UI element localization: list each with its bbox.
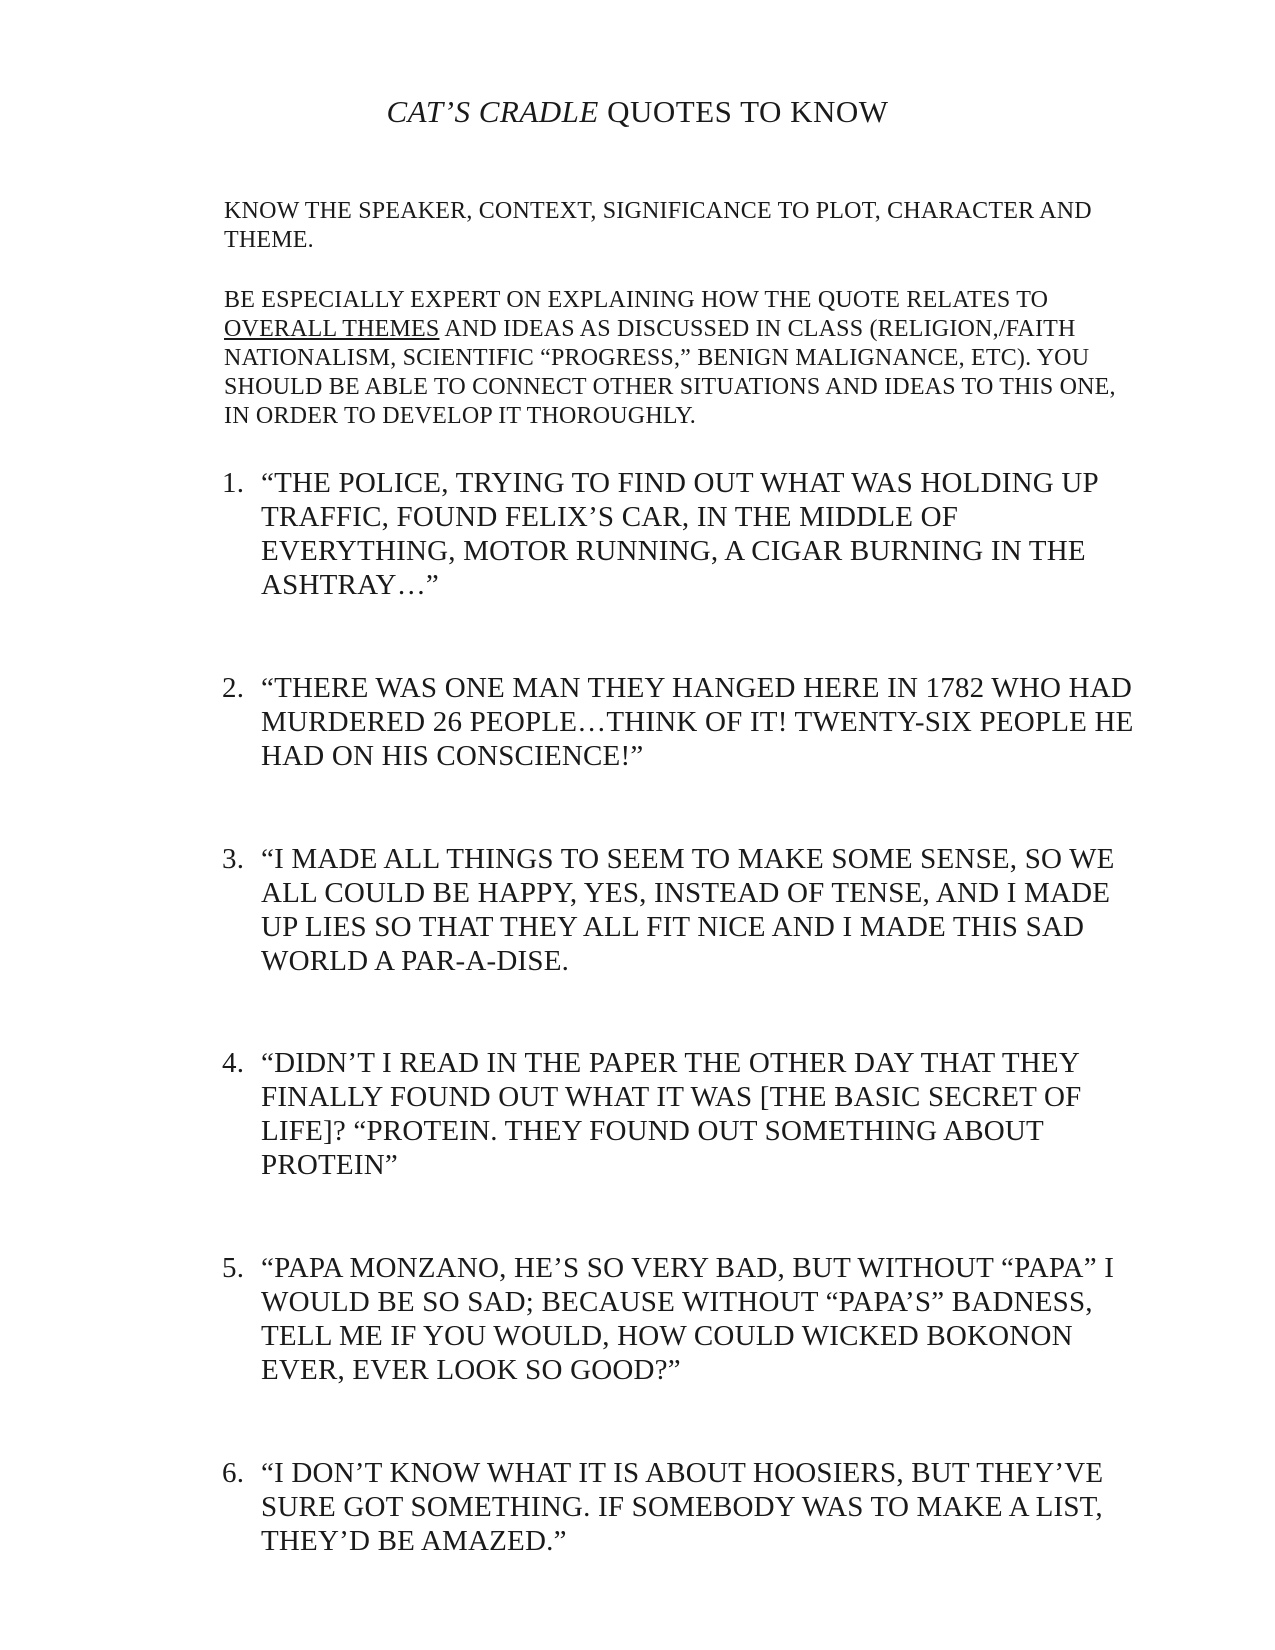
- quote-item: [222, 1456, 1142, 1558]
- quote-text: “I MADE ALL THINGS TO SEEM TO MAKE SOME SENSE, SO WE ALL COULD BE HAPPY, YES, INSTEAD OF TENSE, AND I MADE UP LIES SO THAT THEY ALL FIT NICE AND I MADE THIS SAD WORLD A PAR-A-DISE.: [261, 843, 1115, 977]
- quote-text: “THE POLICE, TRYING TO FIND OUT WHAT WAS HOLDING UP TRAFFIC, FOUND FELIX’S CAR, IN THE MIDDLE OF EVERYTHING, MOTOR RUNNING, A CIGAR BURNING IN THE ASHTRAY…”: [261, 467, 1098, 601]
- title-rest: QUOTES TO KNOW: [598, 94, 889, 129]
- intro-paragraph-2-suffix: AND IDEAS AS DISCUSSED IN CLASS (RELIGION,/FAITH NATIONALISM, SCIENTIFIC “PROGRESS,” BENIGN MALIGNANCE, ETC). YOU SHOULD BE ABLE TO CONNECT OTHER SITUATIONS AND IDEAS TO THIS ONE, IN ORDER TO DEVELOP IT THOROUGHLY.: [224, 316, 1116, 429]
- quote-number: 4.: [222, 1047, 245, 1079]
- quote-item: [222, 466, 1142, 602]
- quote-item: [222, 1251, 1142, 1387]
- quote-number: 3.: [222, 843, 245, 875]
- intro-overall-themes: OVERALL THEMES: [224, 316, 440, 342]
- quote-number: 1.: [222, 467, 245, 499]
- quote-text: “THERE WAS ONE MAN THEY HANGED HERE IN 1782 WHO HAD MURDERED 26 PEOPLE…THINK OF IT! TWENTY-SIX PEOPLE HE HAD ON HIS CONSCIENCE!”: [261, 672, 1134, 772]
- quote-item: [222, 1046, 1142, 1182]
- intro-paragraph-2-prefix: BE ESPECIALLY EXPERT ON EXPLAINING HOW THE QUOTE RELATES TO: [224, 287, 1049, 313]
- quote-number: 5.: [222, 1252, 245, 1284]
- quote-number: 2.: [222, 672, 245, 704]
- intro-paragraph-2: [224, 286, 1124, 431]
- quote-text: “DIDN’T I READ IN THE PAPER THE OTHER DAY THAT THEY FINALLY FOUND OUT WHAT IT WAS [THE BASIC SECRET OF LIFE]? “PROTEIN. THEY FOUND OUT SOMETHING ABOUT PROTEIN”: [261, 1047, 1082, 1181]
- quote-number: 6.: [222, 1457, 245, 1489]
- quote-text: “I DON’T KNOW WHAT IT IS ABOUT HOOSIERS, BUT THEY’VE SURE GOT SOMETHING. IF SOMEBODY WAS TO MAKE A LIST, THEY’D BE AMAZED.”: [261, 1457, 1104, 1557]
- intro-paragraph-1: KNOW THE SPEAKER, CONTEXT, SIGNIFICANCE TO PLOT, CHARACTER AND THEME.: [224, 198, 1092, 253]
- page-title: [0, 92, 1275, 132]
- quote-item: [222, 842, 1142, 978]
- title-book-name: CAT’S CRADLE: [386, 94, 599, 129]
- quote-text: “PAPA MONZANO, HE’S SO VERY BAD, BUT WITHOUT “PAPA” I WOULD BE SO SAD; BECAUSE WITHOUT “PAPA’S” BADNESS, TELL ME IF YOU WOULD, HOW COULD WICKED BOKONON EVER, EVER LOOK SO GOOD?”: [261, 1252, 1115, 1386]
- quote-item: [222, 671, 1142, 773]
